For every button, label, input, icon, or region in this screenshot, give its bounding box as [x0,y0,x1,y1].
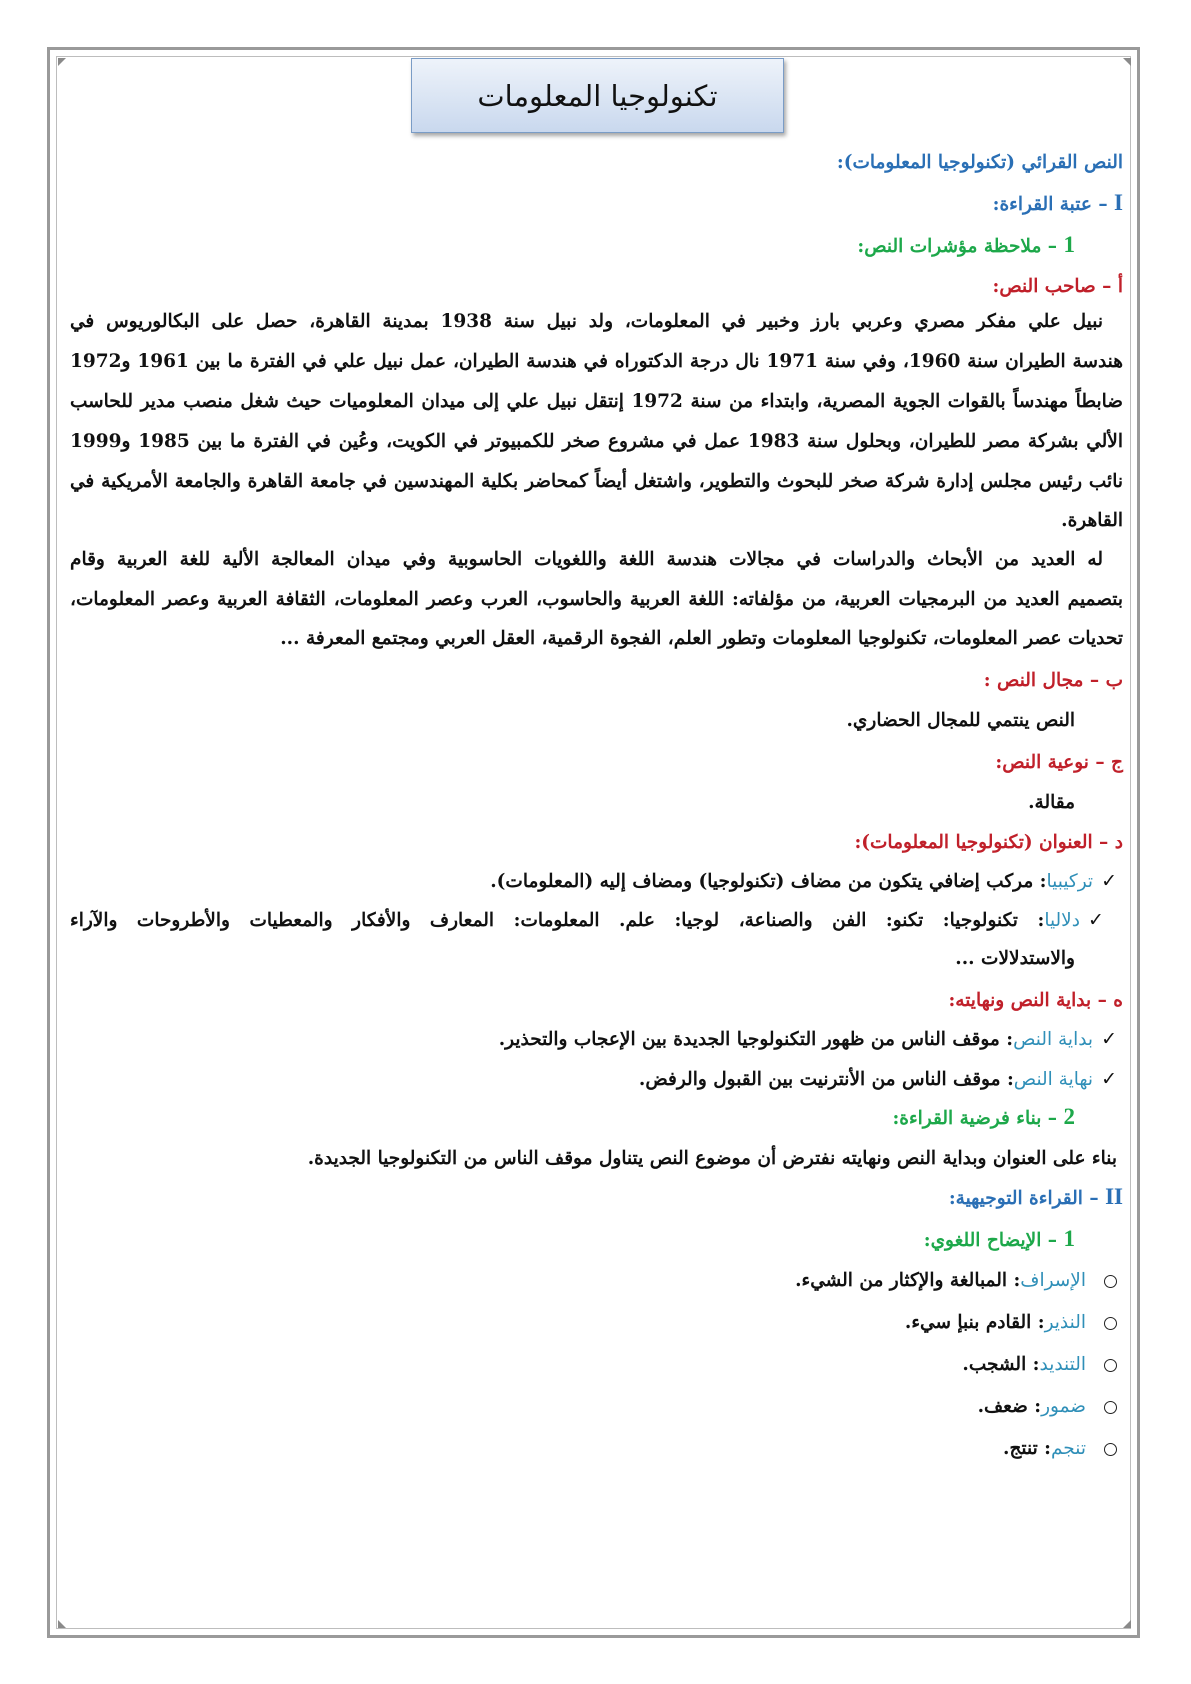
vocab-item [962,1354,1117,1375]
item-text: : مركب إضافي يتكون من مضاف (تكنولوجيا) ومضاف إليه (المعلومات). [490,871,1047,892]
subsection-title: – ملاحظة مؤشرات النص: [857,236,1058,257]
main-heading: النص القرائي (تكنولوجيا المعلومات): [836,152,1123,173]
works-line: بتصميم العديد من البرمجيات العربية، من مؤلفاته: اللغة العربية والحاسوب، العرب وعصر المعلومات، الثقافة العربية وعصر المعلومات، [70,589,1123,610]
vocab-word: تنجم [1051,1438,1086,1459]
subsection-1-heading [857,232,1075,258]
vocab-word: النذير [1044,1312,1086,1333]
section-number: II [1105,1184,1123,1209]
vocab-def: : القادم بنبإ سيء. [904,1312,1045,1333]
vocab-item [978,1396,1117,1417]
subsection-3-heading [924,1226,1075,1252]
vocab-word: ضمور [1041,1396,1086,1417]
section-title: – القراءة التوجيهية: [948,1188,1099,1209]
bio-line: ضابطاً مهندساً بالقوات الجوية المصرية، وابتداء من سنة 1972 إنتقل نبيل علي إلى ميدان المعلوميات حيث شغل منصب مدير للحاسب [70,391,1123,412]
vocab-def: : تنتج. [1003,1438,1051,1459]
end-item [639,1068,1117,1090]
check-icon: ✓ [1101,1028,1117,1050]
type-text: مقالة. [1028,792,1075,813]
section-ii-heading [949,1184,1123,1210]
subheading-start-end: ه – بداية النص ونهايته: [948,990,1123,1011]
works-line: له العديد من الأبحاث والدراسات في مجالات هندسة اللغة واللغويات الحاسوبية وفي ميدان المعالجة الألية للغة العربية وقام [70,549,1103,570]
subsection-number: 2 [1063,1104,1075,1129]
subsection-2-heading [892,1104,1075,1130]
vocab-def: : المبالغة والإكثار من الشيء. [795,1270,1021,1291]
subsection-title: – الإيضاح اللغوي: [923,1230,1058,1251]
section-number: I [1114,190,1123,215]
item-label: نهاية النص [1013,1069,1094,1090]
corner-ornament [58,1620,66,1628]
title-item-meaning-cont: والاستدلالات ... [955,948,1075,969]
circle-bullet-icon [1104,1359,1117,1372]
check-icon: ✓ [1087,909,1118,931]
subsection-title: – بناء فرضية القراءة: [892,1108,1058,1129]
vocab-item [795,1270,1117,1291]
item-text: : تكنولوجيا: تكنو: الفن والصناعة، لوجيا: علم. المعلومات: المعارف والأفكار والمعطيات والأطروحات والآراء [70,910,1045,931]
corner-ornament [1123,58,1131,66]
page-title: تكنولوجيا المعلومات [411,58,784,133]
subheading-author: أ – صاحب النص: [992,276,1123,297]
circle-bullet-icon [1104,1275,1117,1288]
subsection-number: 1 [1063,232,1075,257]
item-label: دلاليا [1044,910,1080,931]
bio-line: نبيل علي مفكر مصري وعربي بارز وخبير في المعلومات، ولد نبيل سنة 1938 بمدينة القاهرة، حصل على البكالوريوس في [70,311,1103,332]
item-text: : موقف الناس من الأنترنيت بين القبول والرفض. [638,1069,1014,1090]
works-line: تحديات عصر المعلومات، تكنولوجيا المعلومات وتطور العلم، الفجوة الرقمية، العقل العربي ومجتمع المعرفة ... [280,628,1123,649]
circle-bullet-icon [1104,1401,1117,1414]
hypothesis-text: بناء على العنوان وبداية النص ونهايته نفترض أن موضوع النص يتناول موقف الناس من التكنولوجيا الجديدة. [307,1148,1117,1169]
vocab-word: الإسراف [1020,1270,1086,1291]
check-icon: ✓ [1101,870,1117,892]
bio-line: الألي بشركة مصر للطيران، وبحلول سنة 1983 عمل في مشروع صخر للكمبيوتر في الكويت، وعُين في الفترة ما بين 1985 و1999 [70,431,1123,452]
subheading-field: ب – مجال النص : [983,670,1123,691]
title-item-structure [490,870,1117,892]
subheading-title: د – العنوان (تكنولوجيا المعلومات): [854,832,1123,853]
title-item-meaning [70,900,1117,941]
corner-ornament [1123,1620,1131,1628]
start-item [499,1028,1117,1050]
item-text: : موقف الناس من ظهور التكنولوجيا الجديدة بين الإعجاب والتحذير. [498,1029,1014,1050]
bio-line: هندسة الطيران سنة 1960، وفي سنة 1971 نال درجة الدكتوراه في هندسة الطيران، عمل نبيل علي في الفترة ما بين 1961 و1972 [70,351,1124,372]
corner-ornament [58,58,66,66]
vocab-def: : ضعف. [977,1396,1042,1417]
vocab-def: : الشجب. [962,1354,1040,1375]
bio-line: نائب رئيس مجلس إدارة شركة صخر للبحوث والتطوير، واشتغل أيضاً كمحاضر بكلية المهندسين في جامعة القاهرة والجامعة الأمريكية في [70,471,1123,492]
item-label: تركيبيا [1046,871,1094,892]
circle-bullet-icon [1104,1317,1117,1330]
section-i-heading [993,190,1123,216]
circle-bullet-icon [1104,1443,1117,1456]
field-text: النص ينتمي للمجال الحضاري. [846,710,1075,731]
subsection-number: 1 [1063,1226,1075,1251]
subheading-type: ج – نوعية النص: [995,752,1123,773]
check-icon: ✓ [1101,1068,1117,1090]
bio-line: القاهرة. [1061,510,1123,531]
item-label: بداية النص [1013,1029,1094,1050]
vocab-item [905,1312,1117,1333]
vocab-word: التنديد [1039,1354,1086,1375]
section-title: – عتبة القراءة: [992,194,1108,215]
vocab-item [1003,1438,1117,1459]
